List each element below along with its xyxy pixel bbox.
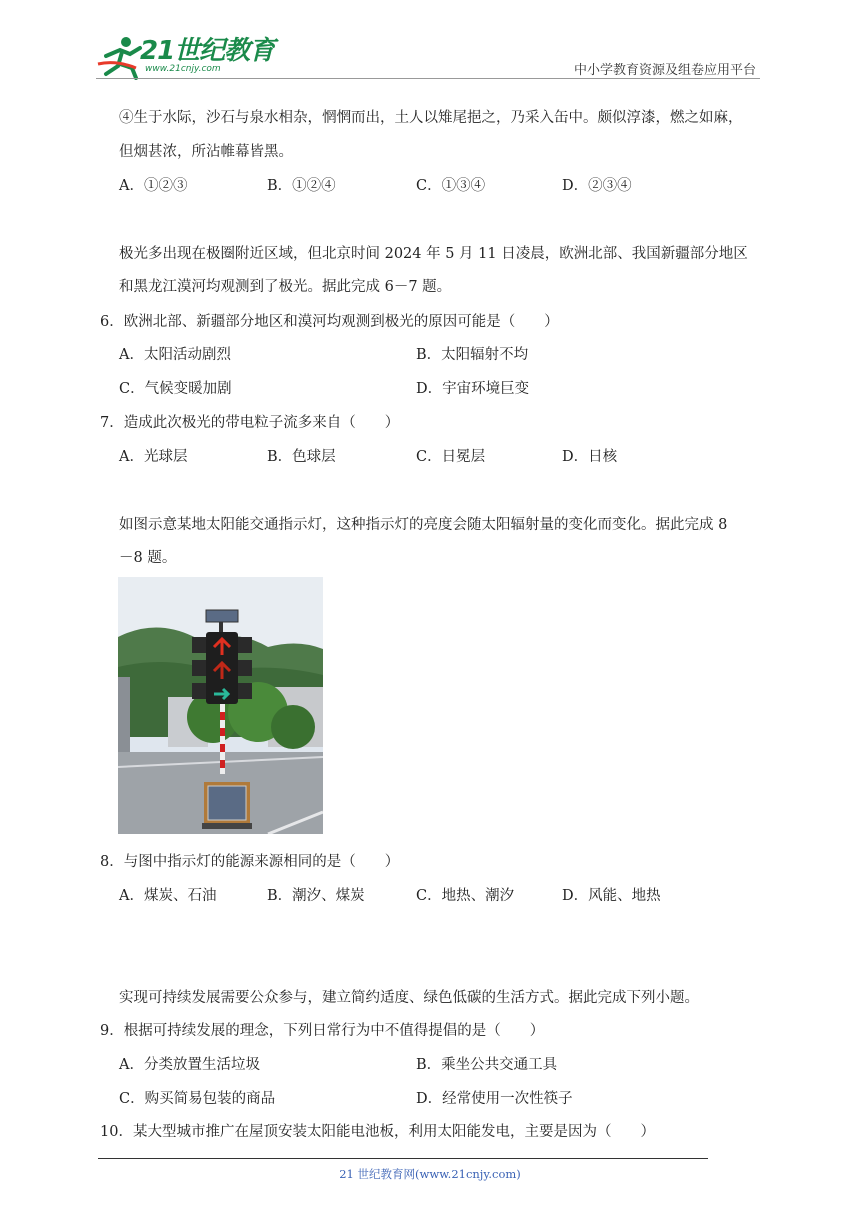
q5-item4-line2: 但烟甚浓，所沾帷幕皆黑。 bbox=[119, 144, 293, 160]
q6-stem: 6．欧洲北部、新疆部分地区和漠河均观测到极光的原因可能是（ ） bbox=[100, 314, 559, 330]
q6-option-d[interactable]: D．宇宙环境巨变 bbox=[416, 381, 530, 397]
aurora-passage-line2: 和黑龙江漠河均观测到了极光。据此完成 6－7 题。 bbox=[119, 279, 452, 295]
page-header bbox=[0, 0, 860, 90]
q7-option-c[interactable]: C．日冕层 bbox=[416, 449, 486, 465]
q6-option-a[interactable]: A．太阳活动剧烈 bbox=[119, 347, 231, 363]
light-passage-line1: 如图示意某地太阳能交通指示灯，这种指示灯的亮度会随太阳辐射量的变化而变化。据此完成 8 bbox=[119, 517, 728, 533]
footer-link[interactable]: 21 世纪教育网(www.21cnjy.com) bbox=[339, 1167, 521, 1181]
light-passage-line2: －8 题。 bbox=[119, 550, 177, 566]
logo-text: 21世纪教育 bbox=[140, 36, 275, 66]
q6-option-b[interactable]: B．太阳辐射不均 bbox=[416, 347, 529, 363]
q5-option-b[interactable]: B．①②④ bbox=[267, 178, 336, 194]
q5-option-d[interactable]: D．②③④ bbox=[562, 178, 632, 194]
q8-option-a[interactable]: A．煤炭、石油 bbox=[119, 888, 217, 904]
q8-stem: 8．与图中指示灯的能源来源相同的是（ ） bbox=[100, 854, 400, 870]
q9-option-d[interactable]: D．经常使用一次性筷子 bbox=[416, 1091, 573, 1107]
q8-option-d[interactable]: D．风能、地热 bbox=[562, 888, 661, 904]
sustain-passage-line1: 实现可持续发展需要公众参与，建立简约适度、绿色低碳的生活方式。据此完成下列小题。 bbox=[119, 990, 699, 1006]
platform-title: 中小学教育资源及组卷应用平台 bbox=[573, 63, 756, 78]
footer-divider bbox=[98, 1158, 708, 1159]
q8-option-b[interactable]: B．潮汐、煤炭 bbox=[267, 888, 365, 904]
q7-option-a[interactable]: A．光球层 bbox=[119, 449, 188, 465]
q5-option-c[interactable]: C．①③④ bbox=[416, 178, 486, 194]
q8-option-c[interactable]: C．地热、潮汐 bbox=[416, 888, 515, 904]
q7-option-b[interactable]: B．色球层 bbox=[267, 449, 336, 465]
aurora-passage-line1: 极光多出现在极圈附近区域，但北京时间 2024 年 5 月 11 日凌晨，欧洲北部、我国新疆部分地区 bbox=[119, 246, 748, 262]
q9-option-b[interactable]: B．乘坐公共交通工具 bbox=[416, 1057, 558, 1073]
solar-traffic-light-photo bbox=[118, 577, 323, 834]
header-divider bbox=[96, 78, 760, 79]
q7-stem: 7．造成此次极光的带电粒子流多来自（ ） bbox=[100, 415, 400, 431]
q9-option-c[interactable]: C．购买简易包装的商品 bbox=[119, 1091, 276, 1107]
q7-option-d[interactable]: D．日核 bbox=[562, 449, 618, 465]
logo-url: www.21cnjy.com bbox=[145, 64, 221, 74]
q6-option-c[interactable]: C．气候变暖加剧 bbox=[119, 381, 232, 397]
q5-item4-line1: ④生于水际，沙石与泉水相杂，惘惘而出，土人以雉尾挹之，乃采入缶中。颇似淳漆，燃之如麻， bbox=[119, 110, 743, 126]
q9-option-a[interactable]: A．分类放置生活垃圾 bbox=[119, 1057, 260, 1073]
q10-stem: 10．某大型城市推广在屋顶安装太阳能电池板，利用太阳能发电，主要是因为（ ） bbox=[100, 1124, 655, 1140]
q9-stem: 9．根据可持续发展的理念，下列日常行为中不值得提倡的是（ ） bbox=[100, 1023, 545, 1039]
q5-option-a[interactable]: A．①②③ bbox=[119, 178, 188, 194]
